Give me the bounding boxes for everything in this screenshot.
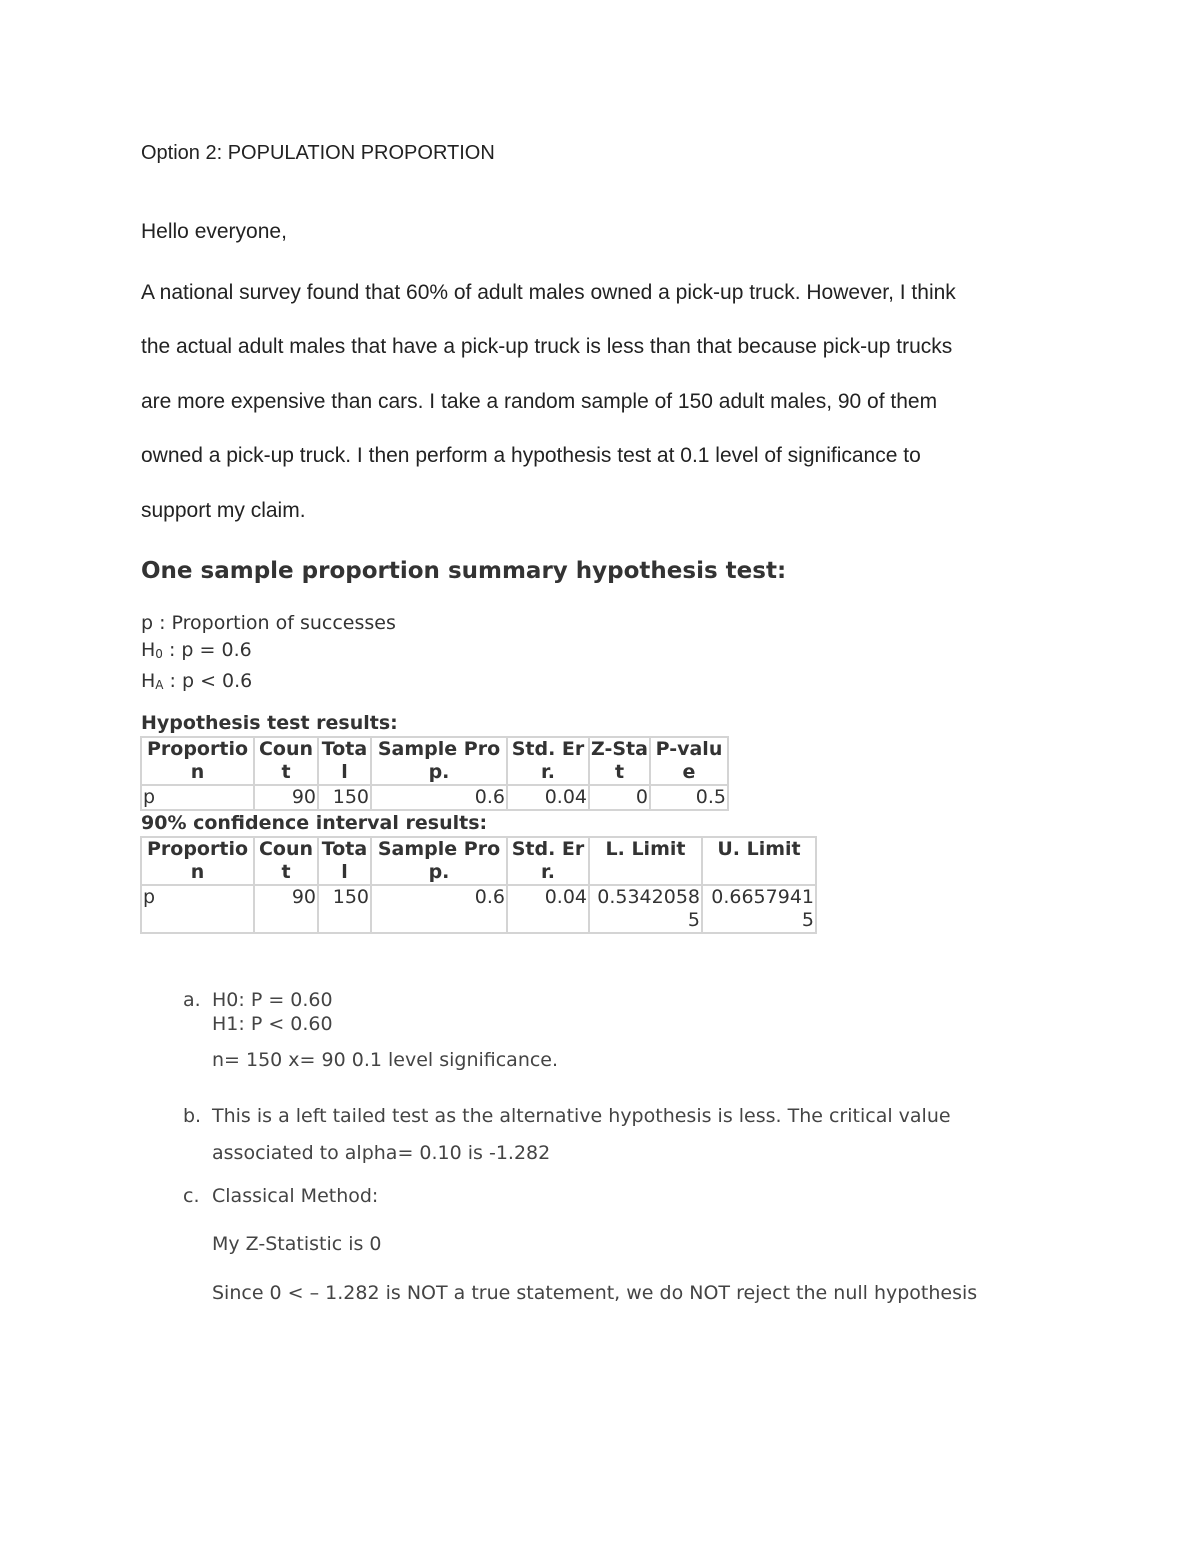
header-cell: Proportion	[141, 737, 254, 785]
header-cell: Count	[254, 737, 318, 785]
list-marker: a.	[183, 989, 201, 1011]
table-row	[141, 785, 728, 810]
header-cell: Count	[254, 837, 318, 885]
header-cell: Proportion	[141, 837, 254, 885]
table-cell: 0	[589, 785, 650, 810]
table-cell: 0.6	[371, 785, 507, 810]
list-item	[183, 1184, 977, 1305]
header-cell: Sample Prop.	[371, 837, 507, 885]
answer-line: n= 150 x= 90 0.1 level significance.	[212, 1049, 559, 1071]
header-cell: Sample Prop.	[371, 737, 507, 785]
test-results-table	[140, 736, 729, 811]
table-cell: p	[141, 785, 254, 810]
list-marker: c.	[183, 1185, 200, 1207]
table-cell: 0.04	[507, 885, 589, 933]
header-cell: Z-Stat	[589, 737, 650, 785]
alt-hypothesis: $H_A$ : p < 0.6	[141, 670, 253, 692]
table-header-row	[141, 737, 728, 785]
header-cell: P-value	[650, 737, 728, 785]
table-cell: 90	[254, 885, 318, 933]
table-cell: 0.53420585	[589, 885, 702, 933]
table-cell: 150	[318, 885, 371, 933]
table-cell: 90	[254, 785, 318, 810]
list-item	[183, 1098, 977, 1172]
header-cell: Total	[318, 837, 371, 885]
test-results-heading: Hypothesis test results:	[141, 712, 398, 734]
table-cell: 0.04	[507, 785, 589, 810]
greeting: Hello everyone,	[141, 220, 287, 243]
header-cell: Std. Err.	[507, 837, 589, 885]
table-cell: p	[141, 885, 254, 933]
p-definition: p : Proportion of successes	[141, 612, 396, 634]
list-item	[183, 988, 977, 1072]
intro-line: A national survey found that 60% of adult males owned a pick-up truck. However, I think	[141, 281, 956, 304]
hypotheses-block	[141, 610, 396, 699]
answer-line: associated to alpha= 0.10 is -1.282	[212, 1142, 551, 1164]
answers-list	[183, 988, 977, 1305]
intro-line: owned a pick-up truck. I then perform a hypothesis test at 0.1 level of significance to	[141, 444, 921, 468]
answer-line: This is a left tailed test as the alternative hypothesis is less. The critical value	[212, 1105, 951, 1127]
table-cell: 150	[318, 785, 371, 810]
table-cell: 0.66579415	[702, 885, 816, 933]
intro-paragraph	[141, 266, 1101, 538]
answer-line: H0: P = 0.60	[212, 989, 333, 1011]
table-row	[141, 885, 816, 933]
intro-line: support my claim.	[141, 498, 306, 522]
table-cell: 0.6	[371, 885, 507, 933]
header-cell: Total	[318, 737, 371, 785]
document-title: Option 2: POPULATION PROPORTION	[141, 142, 495, 164]
intro-line: the actual adult males that have a pick-up truck is less than that because pick-up trucks	[141, 335, 953, 359]
table-header-row	[141, 837, 816, 885]
null-hypothesis: $H_0$ : p = 0.6	[141, 639, 252, 661]
ci-results-heading: 90% confidence interval results:	[141, 812, 488, 834]
header-cell: L. Limit	[589, 837, 702, 885]
answer-line: Classical Method:	[212, 1185, 379, 1207]
header-cell: U. Limit	[702, 837, 816, 885]
answer-line: H1: P < 0.60	[212, 1013, 333, 1035]
answer-line: My Z-Statistic is 0	[212, 1233, 382, 1255]
answer-line: Since 0 < – 1.282 is NOT a true statement, we do NOT reject the null hypothesis	[212, 1282, 978, 1304]
header-cell: Std. Err.	[507, 737, 589, 785]
list-marker: b.	[183, 1105, 202, 1127]
section-heading: One sample proportion summary hypothesis test:	[141, 558, 787, 584]
intro-line: are more expensive than cars. I take a random sample of 150 adult males, 90 of them	[141, 389, 938, 413]
table-cell: 0.5	[650, 785, 728, 810]
ci-results-table	[140, 836, 817, 934]
